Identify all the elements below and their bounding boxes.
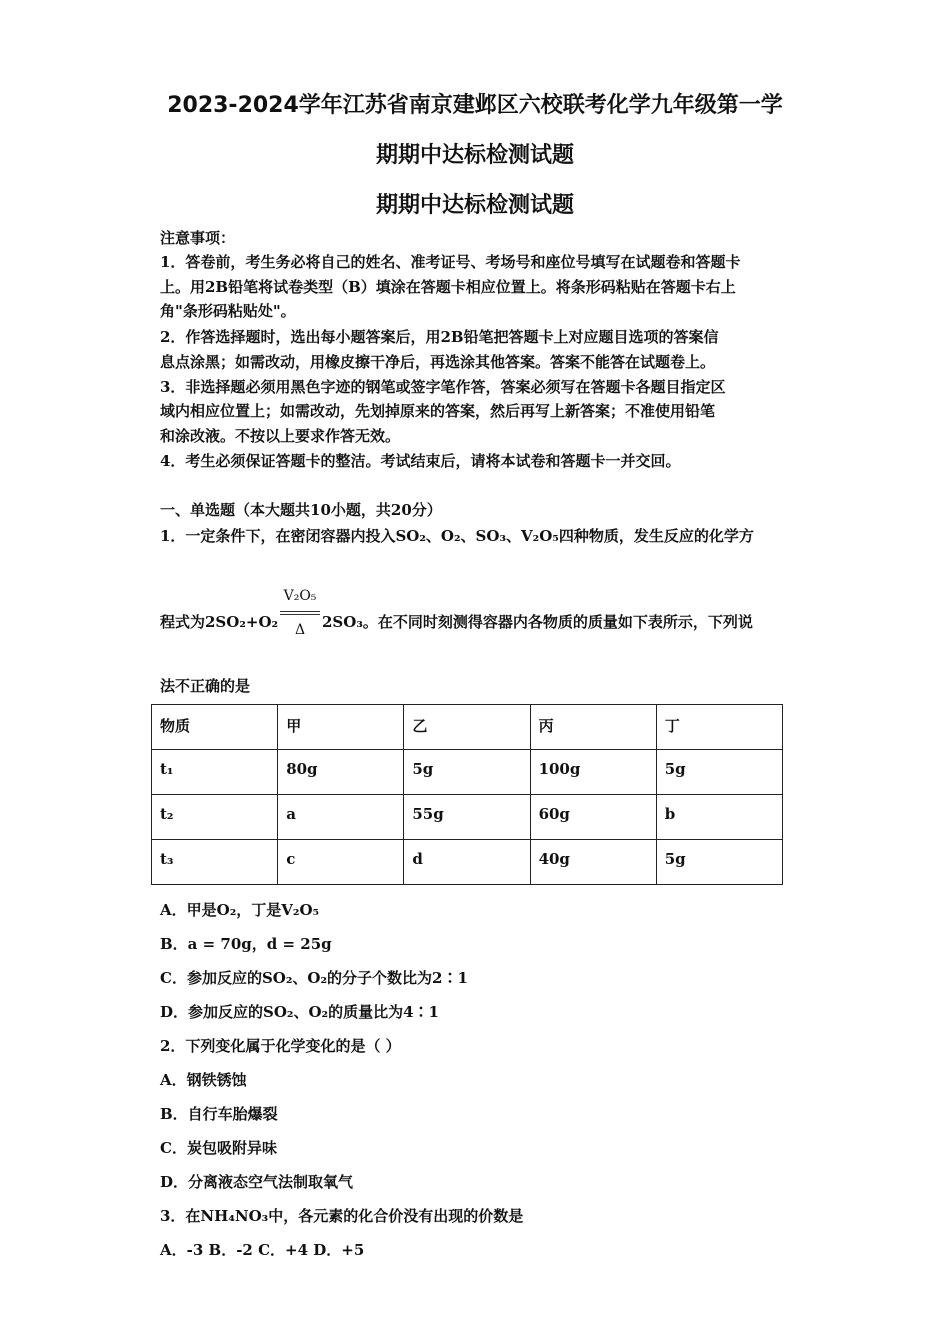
notice-line: 4．考生必须保证答题卡的整洁。考试结束后，请将本试卷和答题卡一并交回。 (160, 452, 681, 470)
table-cell: 100g (530, 750, 656, 795)
q2-option-d: D．分离液态空气法制取氧气 (160, 1173, 354, 1191)
table-cell: 40g (530, 840, 656, 885)
table-cell: 5g (656, 750, 782, 795)
q1-option-c: C．参加反应的SO₂、O₂的分子个数比为2∶1 (160, 969, 468, 987)
table-cell: b (656, 795, 782, 840)
table-cell: a (278, 795, 404, 840)
q1-intro: 1．一定条件下，在密闭容器内投入SO₂、O₂、SO₃、V₂O₅四种物质，发生反应的化学方 (160, 527, 754, 545)
q2-option-a: A．钢铁锈蚀 (160, 1071, 247, 1089)
notice-line: 上。用2B铅笔将试卷类型（B）填涂在答题卡相应位置上。将条形码粘贴在答题卡右上 (160, 278, 736, 296)
table-cell: t₂ (152, 795, 278, 840)
notice-line: 3．非选择题必须用黑色字迹的钢笔或签字笔作答，答案必须写在答题卡各题目指定区 (160, 378, 726, 396)
q3-stem: 3．在NH₄NO₃中，各元素的化合价没有出现的价数是 (160, 1207, 524, 1225)
table-cell: 55g (404, 795, 530, 840)
q1-equation-prefix: 程式为2SO₂+O₂ (160, 613, 279, 631)
table-header-cell: 甲 (278, 705, 404, 750)
notice-line: 息点涂黑；如需改动，用橡皮擦干净后，再选涂其他答案。答案不能答在试题卷上。 (160, 353, 716, 371)
table-cell: d (404, 840, 530, 885)
table-cell: 60g (530, 795, 656, 840)
table-cell: 5g (404, 750, 530, 795)
section-heading: 一、单选题（本大题共10小题，共20分） (160, 501, 442, 519)
doc-title-line2: 期期中达标检测试题 (375, 143, 574, 168)
q1-option-a: A．甲是O₂，丁是V₂O₅ (160, 901, 320, 919)
table-header-cell: 丙 (530, 705, 656, 750)
notice-line: 角"条形码粘贴处"。 (160, 302, 296, 320)
doc-title-line1: 2023-2024学年江苏省南京建邺区六校联考化学九年级第一学 (167, 93, 783, 118)
table-header-row (152, 705, 783, 750)
table-cell: t₁ (152, 750, 278, 795)
table-header-cell: 物质 (152, 705, 278, 750)
notice-heading: 注意事项： (160, 229, 236, 247)
q1-option-d: D．参加反应的SO₂、O₂的质量比为4∶1 (160, 1003, 439, 1021)
table-cell: 5g (656, 840, 782, 885)
q1-tail: 法不正确的是 (160, 677, 251, 695)
notice-line: 和涂改液。不按以上要求作答无效。 (160, 427, 401, 445)
table-cell: c (278, 840, 404, 885)
table-header-cell: 丁 (656, 705, 782, 750)
q3-options: A．-3 B．-2 C．+4 D．+5 (160, 1241, 365, 1259)
mass-table (151, 704, 783, 885)
q1-equation-suffix: 2SO₃。在不同时刻测得容器内各物质的质量如下表所示，下列说 (322, 613, 753, 631)
table-cell: 80g (278, 750, 404, 795)
table-row (152, 840, 783, 885)
heat-symbol: Δ (294, 622, 306, 638)
catalyst-label: V₂O₅ (283, 588, 317, 604)
notice-line: 1．答卷前，考生务必将自己的姓名、准考证号、考场号和座位号填写在试题卷和答题卡 (160, 253, 741, 271)
doc-title-line3: 期期中达标检测试题 (375, 193, 574, 218)
notice-line: 2．作答选择题时，选出每小题答案后，用2B铅笔把答题卡上对应题目选项的答案信 (160, 328, 719, 346)
q1-option-b: B．a = 70g，d = 25g (160, 935, 332, 953)
table-row (152, 795, 783, 840)
q2-option-b: B．自行车胎爆裂 (160, 1105, 278, 1123)
table-cell: t₃ (152, 840, 278, 885)
table-row (152, 750, 783, 795)
table-header-cell: 乙 (404, 705, 530, 750)
q2-option-c: C．炭包吸附异味 (160, 1139, 277, 1157)
notice-line: 域内相应位置上；如需改动，先划掉原来的答案，然后再写上新答案；不准使用铅笔 (160, 402, 716, 420)
q2-stem: 2．下列变化属于化学变化的是（ ） (160, 1037, 401, 1055)
